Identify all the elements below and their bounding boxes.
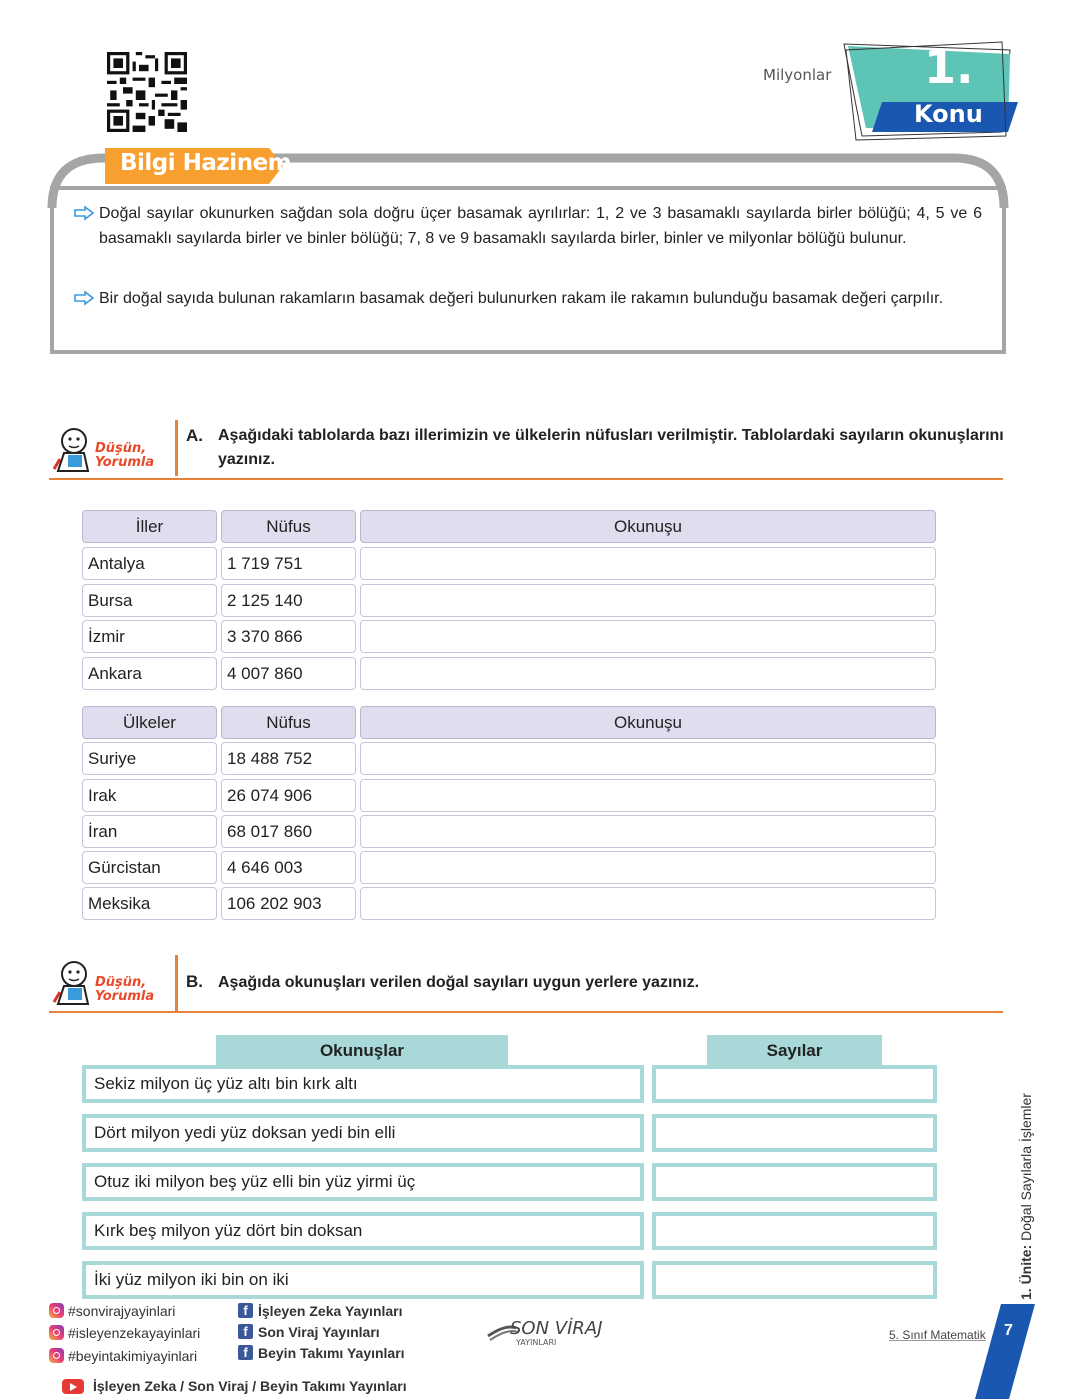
konu-badge [832, 40, 1022, 142]
table-cell-pop: 4 007 860 [221, 657, 356, 690]
number-answer-field[interactable] [652, 1212, 937, 1250]
answer-field[interactable] [360, 851, 936, 884]
instagram-icon [49, 1303, 64, 1318]
bilgi-item-text: Doğal sayılar okunurken sağdan sola doğru üçer basamak ayrılırlar: 1, 2 ve 3 basamaklı sayılarda birler bölüğü; 4, 5 ve 6 basamaklı sayılarda birler ve binler bölüğü; 7, 8 ve 9 basamaklı sayılarda birler, binler ve milyonlar bölüğü bulunur. [99, 205, 982, 247]
svg-text:SON VİRAJ: SON VİRAJ [510, 1318, 603, 1339]
table-cell-name: Gürcistan [82, 851, 217, 884]
facebook-page[interactable]: İşleyen Zeka Yayınları [258, 1303, 403, 1319]
unit-name: Doğal Sayılarla İşlemler [1018, 1093, 1034, 1241]
readings-header: Okunuşlar [216, 1035, 508, 1065]
table-cell-name: Suriye [82, 742, 217, 775]
answer-field[interactable] [360, 657, 936, 690]
section-b-instruction: Aşağıda okunuşları verilen doğal sayıları uygun yerlere yazınız. [218, 974, 700, 991]
table-cell-pop: 2 125 140 [221, 584, 356, 617]
facebook-page[interactable]: Son Viraj Yayınları [258, 1324, 380, 1340]
table-cell-name: Irak [82, 779, 217, 812]
section-icon-text: Düşün, Yorumla [95, 441, 155, 470]
table-cell-pop: 68 017 860 [221, 815, 356, 848]
svg-text:YAYINLARI: YAYINLARI [516, 1338, 557, 1347]
facebook-icon: f [238, 1324, 253, 1339]
section-icon-text: Düşün, Yorumla [95, 975, 155, 1004]
table-cell-name: Ankara [82, 657, 217, 690]
section-a-instruction: Aşağıdaki tablolarda bazı illerimizin ve ülkelerin nüfusları verilmiştir. Tablolardaki sayıların okunuşlarını yazınız. [218, 427, 1004, 468]
number-answer-field[interactable] [652, 1065, 937, 1103]
table-header: İller [82, 510, 217, 543]
table-cell-name: Meksika [82, 887, 217, 920]
table-cell-pop: 26 074 906 [221, 779, 356, 812]
topic-name: Milyonlar [763, 66, 832, 84]
answer-field[interactable] [360, 815, 936, 848]
section-a-rule [49, 478, 1003, 480]
youtube-icon [62, 1379, 84, 1394]
table-cell-name: İzmir [82, 620, 217, 653]
table-cell-pop: 1 719 751 [221, 547, 356, 580]
number-answer-field[interactable] [652, 1114, 937, 1152]
table-header: Okunuşu [360, 510, 936, 543]
numbers-header: Sayılar [707, 1035, 882, 1065]
table-cell-name: Antalya [82, 547, 217, 580]
table-header: Nüfus [221, 706, 356, 739]
answer-field[interactable] [360, 620, 936, 653]
answer-field[interactable] [360, 887, 936, 920]
reading-item: Sekiz milyon üç yüz altı bin kırk altı [82, 1065, 644, 1103]
section-a-letter: A. [186, 426, 203, 445]
section-b-rule [49, 1011, 1003, 1013]
instagram-handle[interactable]: #beyintakimiyayinlari [68, 1348, 198, 1364]
konu-label: Konu [914, 100, 983, 128]
bilgi-item-text: Bir doğal sayıda bulunan rakamların basamak değeri bulunurken rakam ile rakamın bulunduğu basamak değeri çarpılır. [99, 290, 944, 307]
table-cell-name: Bursa [82, 584, 217, 617]
reading-item: İki yüz milyon iki bin on iki [82, 1261, 644, 1299]
reading-item: Otuz iki milyon beş yüz elli bin yüz yirmi üç [82, 1163, 644, 1201]
arrow-icon [74, 206, 94, 220]
facebook-page[interactable]: Beyin Takımı Yayınları [258, 1345, 405, 1361]
table-cell-pop: 3 370 866 [221, 620, 356, 653]
grade-label: 5. Sınıf Matematik [889, 1328, 986, 1342]
section-b-letter: B. [186, 972, 203, 991]
konu-number: 1. [924, 40, 974, 94]
instagram-handle[interactable]: #isleyenzekayayinlari [68, 1325, 201, 1341]
number-answer-field[interactable] [652, 1261, 937, 1299]
table-cell-name: İran [82, 815, 217, 848]
number-answer-field[interactable] [652, 1163, 937, 1201]
instagram-handle[interactable]: #sonvirajyayinlari [68, 1303, 176, 1319]
answer-field[interactable] [360, 779, 936, 812]
bilgi-item [74, 202, 982, 251]
bilgi-item [74, 287, 982, 312]
bilgi-title: Bilgi Hazinem [120, 150, 292, 176]
section-divider [175, 420, 178, 476]
table-header: Ülkeler [82, 706, 217, 739]
section-divider [175, 955, 178, 1011]
table-header: Okunuşu [360, 706, 936, 739]
facebook-icon: f [238, 1345, 253, 1360]
table-cell-pop: 106 202 903 [221, 887, 356, 920]
answer-field[interactable] [360, 547, 936, 580]
unit-title [1018, 1093, 1034, 1300]
table-cell-pop: 18 488 752 [221, 742, 356, 775]
answer-field[interactable] [360, 584, 936, 617]
facebook-icon: f [238, 1303, 253, 1318]
qr-code [106, 52, 188, 132]
answer-field[interactable] [360, 742, 936, 775]
youtube-channel[interactable]: İşleyen Zeka / Son Viraj / Beyin Takımı Yayınları [93, 1378, 407, 1394]
instagram-icon [49, 1348, 64, 1363]
reading-item: Dört milyon yedi yüz doksan yedi bin elli [82, 1114, 644, 1152]
instagram-icon [49, 1325, 64, 1340]
table-header: Nüfus [221, 510, 356, 543]
table-cell-pop: 4 646 003 [221, 851, 356, 884]
publisher-logo [486, 1312, 603, 1348]
reading-item: Kırk beş milyon yüz dört bin doksan [82, 1212, 644, 1250]
arrow-icon [74, 291, 94, 305]
page-tab [975, 1304, 1035, 1399]
unit-prefix: 1. Ünite: [1018, 1244, 1034, 1300]
page-number: 7 [1004, 1322, 1013, 1339]
